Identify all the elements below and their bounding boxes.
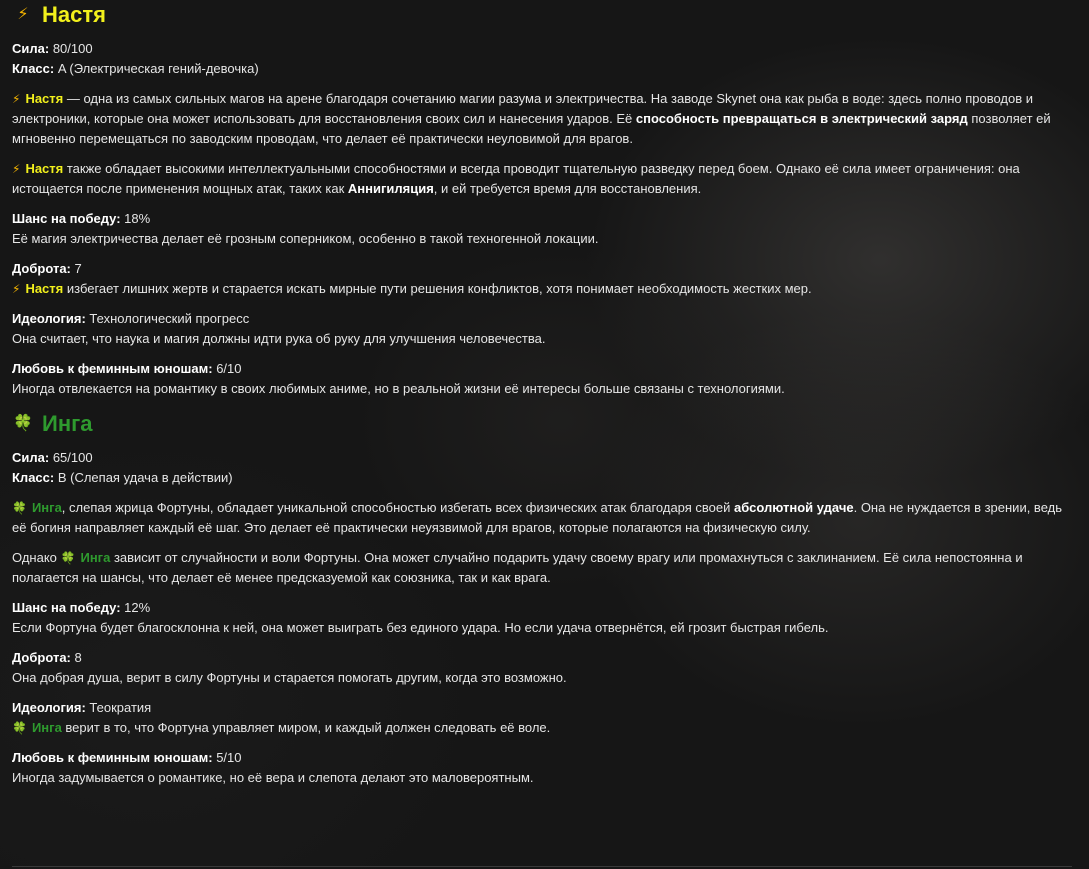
kindness-value: 8 (74, 650, 82, 665)
description-text: — одна из самых сильных магов на арене благодаря сочетанию магии разума и электричества. На заводе Skynet она как рыба в воде: здесь полно проводов и электроники, которые она может использовать для восстановления своих сил и нанесения ударов. Её (12, 91, 1034, 126)
ideology-text-line (12, 718, 1072, 738)
character-name-inline: Инга (80, 550, 111, 565)
ideology-line (12, 309, 1072, 329)
class-label: Класс: (12, 470, 55, 485)
description-text: Однако (12, 550, 57, 565)
description-text: также обладает высокими интеллектуальными способностями и всегда проводит тщательную разведку перед боем. Однако её сила имеет ограничения: она истощается после применения мощных атак, таких как (12, 161, 1020, 196)
chat-message-content (12, 0, 1072, 788)
description-paragraph-2 (12, 548, 1072, 588)
character-name: Инга (42, 411, 93, 436)
lightning-bolt-icon: ⚡ (12, 282, 21, 296)
ideology-line (12, 698, 1072, 718)
lightning-bolt-icon: ⚡ (12, 92, 21, 106)
character-name-inline: Настя (25, 281, 64, 296)
love-value: 6/10 (216, 361, 242, 376)
kindness-label: Доброта: (12, 261, 71, 276)
character-name-inline: Настя (25, 161, 64, 176)
love-line (12, 359, 1072, 379)
kindness-line (12, 648, 1072, 668)
lightning-bolt-icon: ⚡ (12, 162, 21, 176)
description-text: , слепая жрица Фортуны, обладает уникальной способностью избегать всех физических атак благодаря своей (61, 500, 735, 515)
description-text: , и ей требуется время для восстановления. (433, 181, 702, 196)
ideology-label: Идеология: (12, 700, 86, 715)
four-leaf-clover-icon: 🍀 (60, 551, 76, 565)
description-paragraph-1 (12, 89, 1072, 149)
divider (12, 866, 1072, 867)
win-chance-value: 18% (124, 211, 151, 226)
ideology-value: Теократия (89, 700, 152, 715)
love-text: Иногда отвлекается на романтику в своих любимых аниме, но в реальной жизни её интересы больше связаны с технологиями. (12, 381, 785, 396)
love-line (12, 748, 1072, 768)
class-line (12, 59, 1072, 79)
description-emphasis: абсолютной удаче (734, 500, 854, 515)
love-label: Любовь к феминным юношам: (12, 361, 213, 376)
class-value: B (Слепая удача в действии) (57, 470, 233, 485)
win-chance-value: 12% (124, 600, 151, 615)
description-paragraph-1 (12, 498, 1072, 538)
character-name-inline: Настя (25, 91, 64, 106)
four-leaf-clover-icon: 🍀 (13, 415, 33, 432)
ideology-text: Она считает, что наука и магия должны идти рука об руку для улучшения человечества. (12, 331, 546, 346)
four-leaf-clover-icon: 🍀 (12, 721, 27, 735)
strength-value: 65/100 (52, 450, 93, 465)
strength-label: Сила: (12, 450, 50, 465)
win-chance-line (12, 209, 1072, 229)
ideology-value: Технологический прогресс (89, 311, 250, 326)
character-section-nastya (12, 0, 1072, 399)
class-line (12, 468, 1072, 488)
ideology-label: Идеология: (12, 311, 86, 326)
ideology-text: верит в то, что Фортуна управляет миром, и каждый должен следовать её воле. (65, 720, 551, 735)
win-chance-label: Шанс на победу: (12, 600, 121, 615)
class-label: Класс: (12, 61, 55, 76)
description-text: зависит от случайности и воли Фортуны. Она может случайно подарить удачу своему врагу или промахнуться с заклинанием. Её сила непостоянна и полагается на шансы, что делает её менее предсказуемой как союзника, так и как врага. (12, 550, 1023, 585)
character-section-inga (12, 409, 1072, 788)
description-paragraph-2 (12, 159, 1072, 199)
love-text: Иногда задумывается о романтике, но её вера и слепота делают это маловероятным. (12, 770, 534, 785)
love-value: 5/10 (216, 750, 242, 765)
strength-line (12, 39, 1072, 59)
character-name: Настя (42, 2, 106, 27)
character-name-inline: Инга (31, 720, 62, 735)
strength-value: 80/100 (52, 41, 93, 56)
kindness-line (12, 259, 1072, 279)
lightning-bolt-icon: ⚡ (17, 6, 29, 23)
love-label: Любовь к феминным юношам: (12, 750, 213, 765)
win-chance-label: Шанс на победу: (12, 211, 121, 226)
four-leaf-clover-icon: 🍀 (12, 501, 27, 515)
character-title-inga (12, 409, 1072, 439)
class-value: A (Электрическая гений-девочка) (57, 61, 259, 76)
kindness-label: Доброта: (12, 650, 71, 665)
character-name-inline: Инга (31, 500, 62, 515)
description-emphasis: способность превращаться в электрический заряд (635, 111, 968, 126)
description-text: позволяет ей мгновенно перемещаться по заводским проводам, что делает её практически неуловимой для врагов. (12, 111, 1051, 146)
kindness-text: Она добрая душа, верит в силу Фортуны и старается помогать другим, когда это возможно. (12, 670, 567, 685)
win-chance-line (12, 598, 1072, 618)
kindness-value: 7 (74, 261, 82, 276)
win-chance-text: Её магия электричества делает её грозным соперником, особенно в такой техногенной локации. (12, 231, 599, 246)
kindness-text-line (12, 279, 1072, 299)
kindness-text: избегает лишних жертв и старается искать мирные пути решения конфликтов, хотя понимает необходимость жестких мер. (66, 281, 812, 296)
character-title-nastya (12, 0, 1072, 30)
strength-line (12, 448, 1072, 468)
strength-label: Сила: (12, 41, 50, 56)
win-chance-text: Если Фортуна будет благосклонна к ней, она может выиграть без единого удара. Но если удача отвернётся, ей грозит быстрая гибель. (12, 620, 829, 635)
description-emphasis: Аннигиляция (347, 181, 434, 196)
description-text: . Она не нуждается в зрении, ведь её богиня направляет каждый её шаг. Это делает её практически неуязвимой для врагов, которые полагаются на физическую силу. (12, 500, 1062, 535)
